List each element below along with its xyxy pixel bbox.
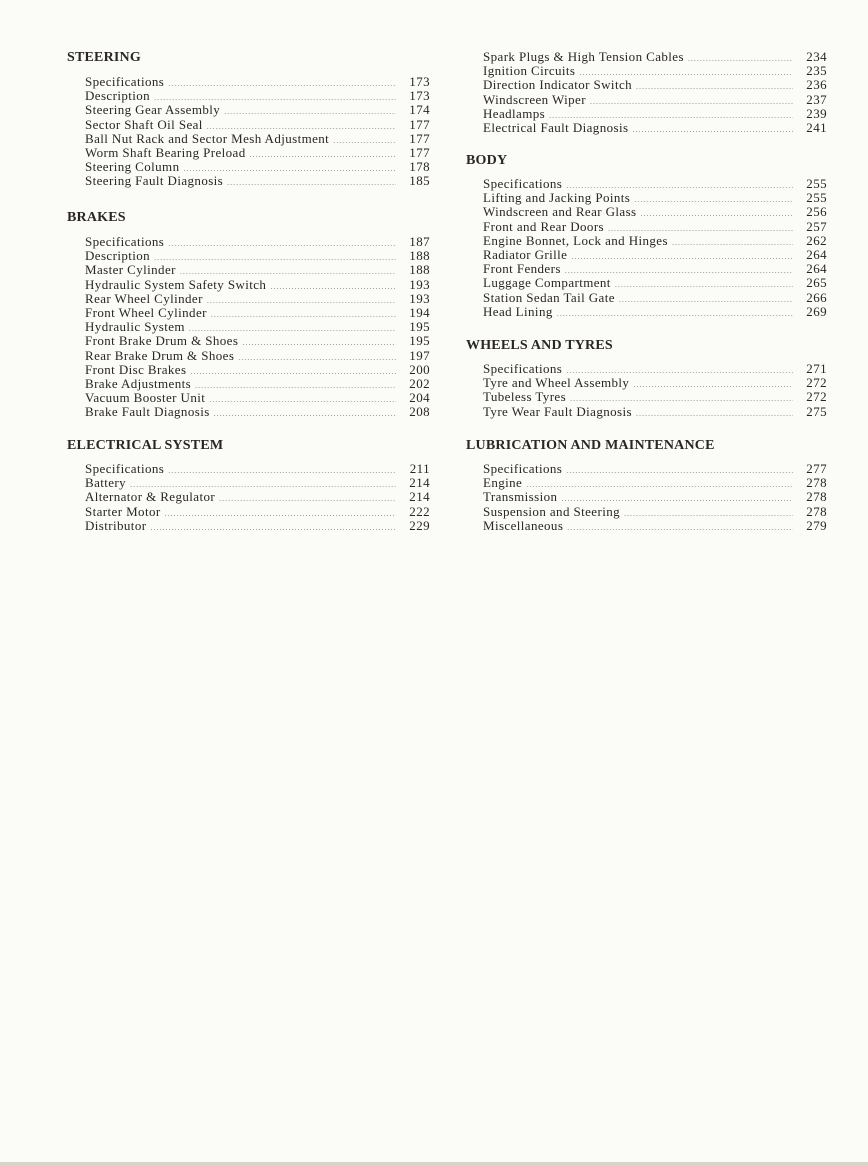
entry-title: Vacuum Booster Unit	[85, 390, 206, 406]
dot-leader	[634, 193, 793, 207]
toc-entry	[483, 64, 827, 78]
page-number: 278	[806, 503, 827, 519]
toc-entry	[85, 476, 430, 490]
page-number: 177	[409, 116, 430, 132]
page-number: 241	[806, 119, 827, 135]
toc-entry	[483, 376, 827, 390]
entry-title: Worm Shaft Bearing Preload	[85, 144, 246, 160]
page-number: 177	[409, 144, 430, 160]
entry-title: Steering Column	[85, 159, 180, 175]
toc-entry	[85, 103, 430, 117]
toc-entry	[85, 349, 430, 363]
page-number: 234	[806, 49, 827, 64]
toc-entry	[483, 462, 827, 476]
entry-title: Specifications	[85, 234, 165, 249]
page-edge	[0, 1162, 868, 1166]
entry-title: Hydraulic System	[85, 319, 185, 335]
page-number: 239	[806, 105, 827, 121]
dot-leader	[333, 134, 396, 148]
entry-title: Ball Nut Rack and Sector Mesh Adjustment	[85, 130, 330, 146]
dot-leader	[224, 105, 396, 119]
dot-leader	[154, 251, 396, 265]
page-number: 272	[806, 389, 827, 405]
dot-leader	[571, 250, 793, 264]
page-number: 214	[409, 489, 430, 505]
entry-title: Tyre Wear Fault Diagnosis	[483, 403, 632, 419]
toc-entry	[85, 505, 430, 519]
entry-title: Headlamps	[483, 105, 546, 121]
entry-title: Distributor	[85, 517, 147, 533]
entry-title: Hydraulic System Safety Switch	[85, 276, 267, 292]
toc-entry	[85, 174, 430, 188]
toc-entry	[483, 220, 827, 234]
entry-title: Head Lining	[483, 303, 553, 319]
entry-title: Miscellaneous	[483, 517, 564, 533]
toc-entry	[483, 191, 827, 205]
entry-title: Ignition Circuits	[483, 63, 576, 79]
dot-leader	[219, 492, 396, 506]
dot-leader	[567, 521, 793, 535]
dot-leader	[632, 123, 793, 137]
entry-title: Electrical Fault Diagnosis	[483, 119, 629, 135]
dot-leader	[633, 378, 793, 392]
toc-section-list	[483, 362, 827, 419]
entry-title: Alternator & Regulator	[85, 489, 216, 505]
dot-leader	[214, 407, 396, 421]
page-number: 271	[806, 361, 827, 376]
toc-entry	[483, 519, 827, 533]
entry-title: Front Wheel Cylinder	[85, 304, 207, 320]
entry-title: Spark Plugs & High Tension Cables	[483, 49, 684, 64]
dot-leader	[672, 236, 793, 250]
toc-entry	[85, 306, 430, 320]
dot-leader	[209, 393, 396, 407]
page-number: 197	[409, 347, 430, 363]
entry-title: Tyre and Wheel Assembly	[483, 375, 630, 391]
entry-title: Tubeless Tyres	[483, 389, 567, 405]
entry-title: Suspension and Steering	[483, 503, 621, 519]
page-number: 185	[409, 173, 430, 189]
toc-entry	[85, 249, 430, 263]
page-number: 237	[806, 91, 827, 107]
page-number: 277	[806, 461, 827, 476]
entry-title: Engine Bonnet, Lock and Hinges	[483, 232, 668, 248]
entry-title: Description	[85, 88, 151, 104]
page-number: 236	[806, 77, 827, 93]
toc-section-list	[85, 235, 430, 419]
dot-leader	[168, 237, 396, 251]
section-heading: WHEELS AND TYRES	[466, 338, 613, 353]
toc-entry	[483, 505, 827, 519]
entry-title: Front Brake Drum & Shoes	[85, 333, 239, 349]
toc-section-list	[483, 462, 827, 533]
page-number: 266	[806, 289, 827, 305]
entry-title: Windscreen and Rear Glass	[483, 204, 637, 220]
dot-leader	[688, 52, 793, 66]
toc-section-list	[483, 50, 827, 135]
dot-leader	[636, 80, 793, 94]
entry-title: Engine	[483, 475, 523, 491]
toc-entry	[483, 93, 827, 107]
entry-title: Steering Fault Diagnosis	[85, 173, 224, 189]
entry-title: Starter Motor	[85, 503, 161, 519]
dot-leader	[615, 278, 793, 292]
dot-leader	[557, 307, 793, 321]
toc-entry	[483, 78, 827, 92]
toc-entry	[483, 276, 827, 290]
page-number: 178	[409, 159, 430, 175]
entry-title: Radiator Grille	[483, 246, 568, 262]
dot-leader	[168, 464, 396, 478]
page-number: 278	[806, 489, 827, 505]
entry-title: Master Cylinder	[85, 262, 176, 278]
entry-title: Direction Indicator Switch	[483, 77, 633, 93]
toc-entry	[85, 490, 430, 504]
toc-entry	[85, 462, 430, 476]
entry-title: Station Sedan Tail Gate	[483, 289, 615, 305]
toc-entry	[483, 305, 827, 319]
page-number: 193	[409, 290, 430, 306]
section-heading: BODY	[466, 153, 508, 168]
toc-entry	[483, 234, 827, 248]
toc-entry	[85, 89, 430, 103]
toc-entry	[483, 205, 827, 219]
page-number: 173	[409, 74, 430, 89]
entry-title: Battery	[85, 475, 127, 491]
page-number: 208	[409, 404, 430, 420]
toc-entry	[85, 377, 430, 391]
entry-title: Steering Gear Assembly	[85, 102, 221, 118]
dot-leader	[624, 507, 793, 521]
page-number: 278	[806, 475, 827, 491]
dot-leader	[590, 95, 793, 109]
dot-leader	[619, 293, 793, 307]
dot-leader	[168, 77, 396, 91]
section-heading: STEERING	[67, 50, 141, 65]
dot-leader	[270, 280, 396, 294]
dot-leader	[526, 478, 793, 492]
dot-leader	[190, 365, 396, 379]
page-number: 257	[806, 218, 827, 234]
entry-title: Brake Fault Diagnosis	[85, 404, 210, 420]
toc-entry	[483, 262, 827, 276]
toc-entry	[85, 320, 430, 334]
section-heading: BRAKES	[67, 210, 126, 225]
dot-leader	[641, 207, 793, 221]
page-number: 214	[409, 475, 430, 491]
page-number: 264	[806, 261, 827, 277]
toc-entry	[483, 121, 827, 135]
dot-leader	[250, 148, 396, 162]
page-number: 265	[806, 275, 827, 291]
page-number: 188	[409, 248, 430, 264]
page-number: 187	[409, 234, 430, 249]
toc-entry	[85, 160, 430, 174]
page-number: 173	[409, 88, 430, 104]
page-number: 200	[409, 361, 430, 377]
page-number: 204	[409, 390, 430, 406]
dot-leader	[207, 294, 396, 308]
entry-title: Front Disc Brakes	[85, 361, 187, 377]
entry-title: Lifting and Jacking Points	[483, 190, 631, 206]
page-number: 262	[806, 232, 827, 248]
toc-entry	[483, 490, 827, 504]
page-number: 211	[409, 461, 430, 476]
entry-title: Brake Adjustments	[85, 375, 192, 391]
toc-entry	[85, 146, 430, 160]
dot-leader	[242, 336, 396, 350]
toc-entry	[85, 391, 430, 405]
page-number: 272	[806, 375, 827, 391]
page-number: 264	[806, 246, 827, 262]
entry-title: Transmission	[483, 489, 558, 505]
page-number: 235	[806, 63, 827, 79]
page-number: 202	[409, 375, 430, 391]
toc-entry	[85, 118, 430, 132]
page-number: 275	[806, 403, 827, 419]
toc-entry	[483, 248, 827, 262]
page-number: 193	[409, 276, 430, 292]
toc-entry	[85, 363, 430, 377]
page-number: 269	[806, 303, 827, 319]
section-heading: ELECTRICAL SYSTEM	[67, 438, 224, 453]
dot-leader	[211, 308, 396, 322]
dot-leader	[566, 464, 793, 478]
entry-title: Description	[85, 248, 151, 264]
entry-title: Rear Wheel Cylinder	[85, 290, 203, 306]
toc-entry	[483, 177, 827, 191]
toc-entry	[85, 235, 430, 249]
toc-entry	[85, 132, 430, 146]
dot-leader	[636, 407, 793, 421]
dot-leader	[150, 521, 396, 535]
toc-entry	[85, 519, 430, 533]
page-number: 279	[806, 517, 827, 533]
toc-section-list	[483, 177, 827, 319]
toc-entry	[483, 107, 827, 121]
entry-title: Specifications	[483, 176, 563, 191]
toc-entry	[483, 362, 827, 376]
entry-title: Front and Rear Doors	[483, 218, 605, 234]
toc-section-list	[85, 462, 430, 533]
entry-title: Sector Shaft Oil Seal	[85, 116, 203, 132]
toc-entry	[85, 278, 430, 292]
page-number: 194	[409, 304, 430, 320]
entry-title: Luggage Compartment	[483, 275, 611, 291]
section-heading: LUBRICATION AND MAINTENANCE	[466, 438, 715, 453]
dot-leader	[227, 176, 396, 190]
entry-title: Specifications	[483, 461, 563, 476]
page-number: 188	[409, 262, 430, 278]
page-number: 255	[806, 176, 827, 191]
toc-entry	[85, 405, 430, 419]
page-number: 229	[409, 517, 430, 533]
entry-title: Specifications	[483, 361, 563, 376]
entry-title: Specifications	[85, 461, 165, 476]
dot-leader	[165, 507, 396, 521]
entry-title: Specifications	[85, 74, 165, 89]
toc-entry	[85, 75, 430, 89]
toc-entry	[483, 405, 827, 419]
toc-entry	[85, 334, 430, 348]
toc-entry	[483, 291, 827, 305]
page-number: 195	[409, 319, 430, 335]
entry-title: Front Fenders	[483, 261, 561, 277]
toc-section-list	[85, 75, 430, 189]
dot-leader	[238, 351, 396, 365]
page-number: 174	[409, 102, 430, 118]
page-number: 195	[409, 333, 430, 349]
toc-entry	[483, 476, 827, 490]
toc-entry	[85, 292, 430, 306]
entry-title: Windscreen Wiper	[483, 91, 586, 107]
toc-entry	[85, 263, 430, 277]
toc-entry	[483, 390, 827, 404]
dot-leader	[195, 379, 396, 393]
page-number: 177	[409, 130, 430, 146]
page-number: 256	[806, 204, 827, 220]
page-number: 222	[409, 503, 430, 519]
toc-entry	[483, 50, 827, 64]
entry-title: Rear Brake Drum & Shoes	[85, 347, 235, 363]
page-number: 255	[806, 190, 827, 206]
